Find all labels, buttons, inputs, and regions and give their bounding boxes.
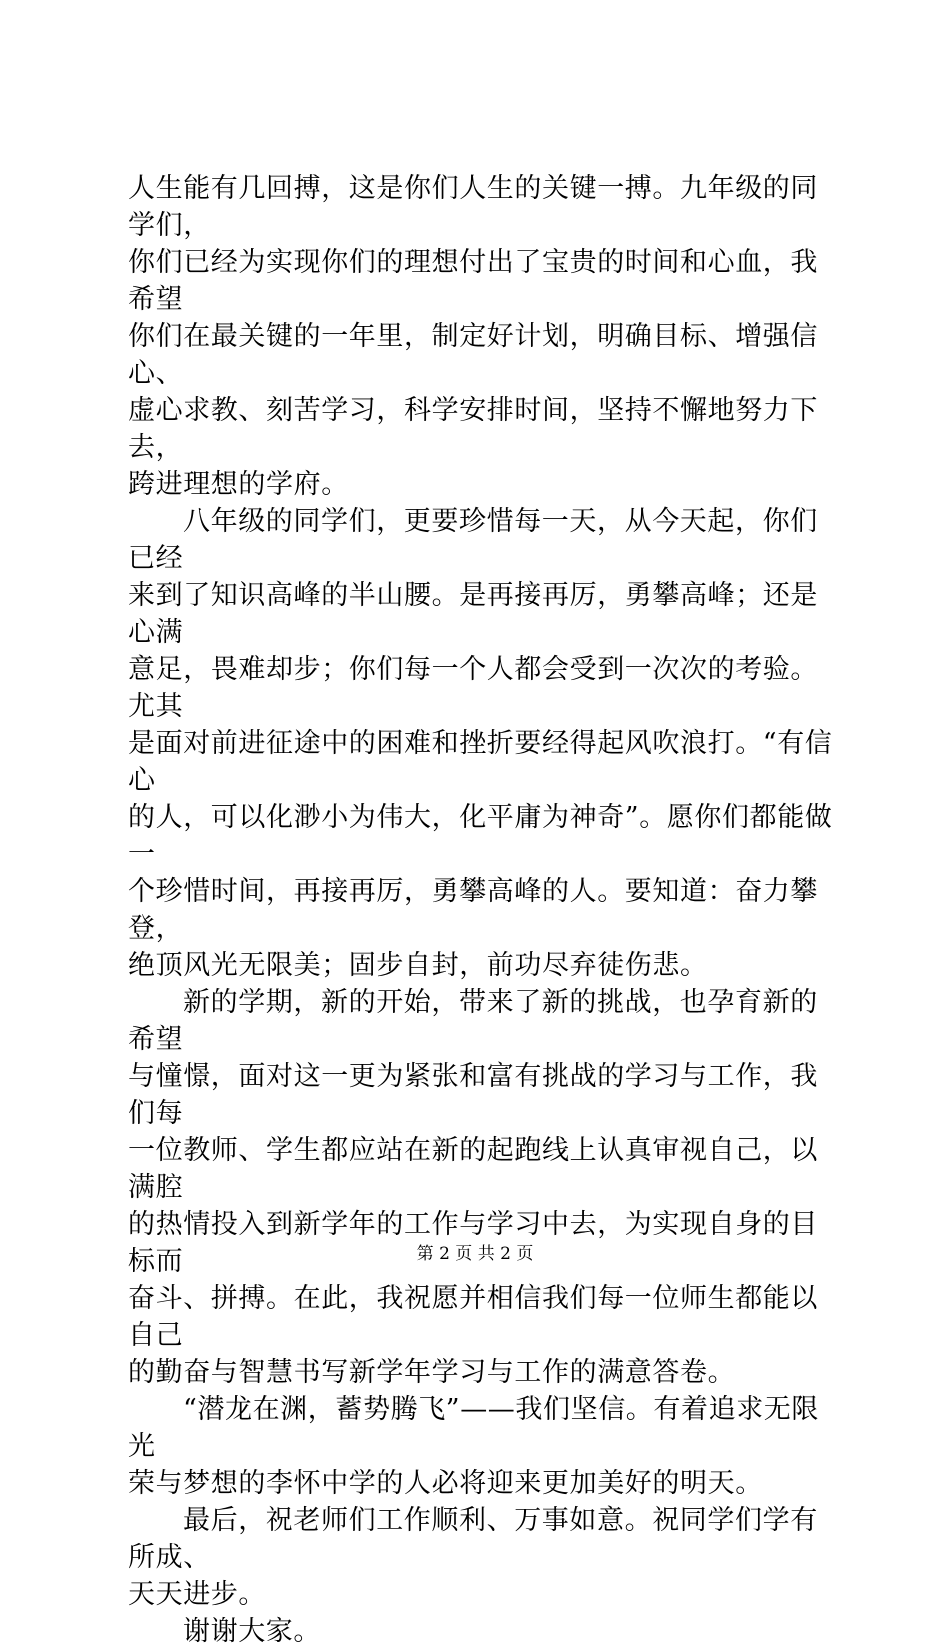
- line: 来到了知识高峰的半山腰。是再接再厉，勇攀高峰；还是心满: [128, 580, 818, 648]
- paragraph-1: [128, 170, 838, 503]
- line: 的勤奋与智慧书写新学年学习与工作的满意答卷。: [128, 1357, 736, 1388]
- page-number-label: 第 2 页 共 2 页: [416, 1244, 534, 1264]
- line: 谢谢大家。: [183, 1616, 321, 1647]
- line: 八年级的同学们，更要珍惜每一天，从今天起，你们已经: [128, 506, 818, 574]
- line: 一位教师、学生都应站在新的起跑线上认真审视自己，以满腔: [128, 1135, 818, 1203]
- line: 与憧憬，面对这一更为紧张和富有挑战的学习与工作，我们每: [128, 1061, 818, 1129]
- paragraph-6: [128, 1613, 838, 1650]
- line: 的人，可以化渺小为伟大，化平庸为神奇”。愿你们都能做一: [128, 802, 833, 870]
- line: 你们已经为实现你们的理想付出了宝贵的时间和心血，我希望: [128, 247, 818, 315]
- page-footer: [0, 1243, 950, 1265]
- line: 跨进理想的学府。: [128, 469, 349, 500]
- line: 天天进步。: [128, 1579, 266, 1610]
- line: “潜龙在渊，蓄势腾飞”——我们坚信。有着追求无限光: [128, 1394, 820, 1462]
- paragraph-2: [128, 503, 838, 984]
- paragraph-3: [128, 984, 838, 1391]
- line: 意足，畏难却步；你们每一个人都会受到一次次的考验。尤其: [128, 654, 818, 722]
- line: 最后，祝老师们工作顺利、万事如意。祝同学们学有所成、: [128, 1505, 818, 1573]
- line: 绝顶风光无限美；固步自封，前功尽弃徒伤悲。: [128, 950, 708, 981]
- paragraph-5: [128, 1502, 838, 1613]
- line: 你们在最关键的一年里，制定好计划，明确目标、增强信心、: [128, 321, 818, 389]
- line: 新的学期，新的开始，带来了新的挑战，也孕育新的希望: [128, 987, 818, 1055]
- line: 奋斗、拼搏。在此，我祝愿并相信我们每一位师生都能以自己: [128, 1283, 818, 1351]
- line: 人生能有几回搏，这是你们人生的关键一搏。九年级的同学们，: [128, 173, 818, 241]
- paragraph-4: [128, 1391, 838, 1502]
- line: 虚心求教、刻苦学习，科学安排时间，坚持不懈地努力下去，: [128, 395, 818, 463]
- line: 是面对前进征途中的困难和挫折要经得起风吹浪打。“有信心: [128, 728, 833, 796]
- line: 个珍惜时间，再接再厉，勇攀高峰的人。要知道：奋力攀登，: [128, 876, 818, 944]
- line: 的热情投入到新学年的工作与学习中去，为实现自身的目标而: [128, 1209, 818, 1277]
- line: 荣与梦想的李怀中学的人必将迎来更加美好的明天。: [128, 1468, 763, 1499]
- document-body: [128, 170, 838, 1650]
